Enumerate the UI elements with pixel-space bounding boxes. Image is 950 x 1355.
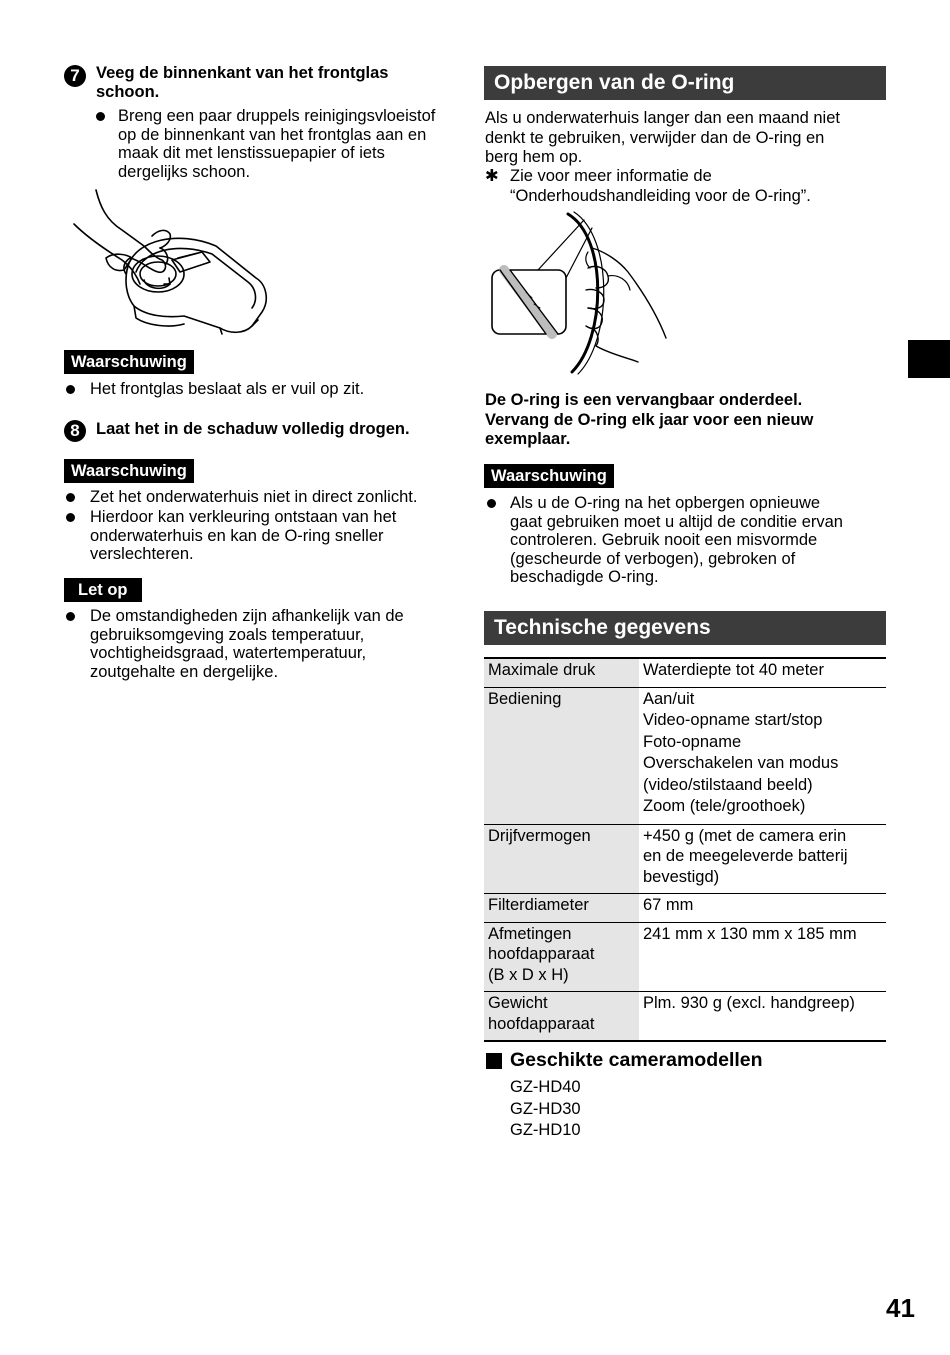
warning-1-item [64, 380, 490, 399]
bullet-line: verslechteren. [90, 545, 194, 563]
step-8-title: Laat het in de schaduw volledig drogen. [96, 420, 410, 438]
oring-replacement-note [485, 391, 887, 450]
spec-value-line: (video/stilstaand beeld) [643, 775, 813, 794]
bullet-line: dergelijks schoon. [118, 162, 251, 181]
spec-value-line: Plm. 930 g (excl. handgreep) [643, 994, 855, 1012]
text-line: Zie voor meer informatie de [510, 167, 712, 185]
text-line: berg hem op. [485, 148, 583, 166]
bullet-line: Breng een paar druppels reinigingsvloeistof [118, 107, 436, 125]
models-heading-text: Geschikte cameramodellen [510, 1049, 763, 1071]
warning-2-item-2 [64, 508, 490, 564]
oring-intro [485, 109, 887, 168]
spec-key-line: Afmetingen [488, 924, 572, 943]
bullet-line: zoutgehalte en dergelijke. [90, 662, 279, 681]
spec-key [484, 824, 639, 894]
spec-key-line: Filterdiameter [488, 896, 589, 914]
spec-key-line: Maximale druk [488, 661, 596, 679]
warning-label: Waarschuwing [64, 459, 194, 483]
note [64, 578, 142, 602]
warning-3 [484, 464, 614, 488]
bullet-line: op de binnenkant van het frontglas aan en [118, 125, 427, 144]
spec-key [484, 992, 639, 1042]
spec-value-line: Foto-opname [643, 732, 742, 751]
text-line: Als u onderwaterhuis langer dan een maand niet [485, 109, 840, 127]
spec-key-line: Drijfvermogen [488, 826, 591, 845]
bullet-line: Hierdoor kan verkleuring ontstaan van het [90, 508, 397, 526]
warning-2 [64, 459, 194, 483]
spec-value-line: +450 g (met de camera erin [643, 826, 847, 845]
spec-value-line: Aan/uit [643, 689, 695, 708]
spec-key-line: (B x D x H) [488, 965, 569, 984]
text-line: “Onderhoudshandleiding voor de O-ring”. [510, 186, 811, 205]
spec-row [484, 658, 886, 687]
spec-key [484, 922, 639, 992]
spec-value [639, 922, 886, 992]
page-number: 41 [886, 1293, 915, 1323]
section-heading-oring: Opbergen van de O-ring [484, 66, 886, 100]
spec-key-line: Bediening [488, 689, 562, 708]
bullet-line: Zet het onderwaterhuis niet in direct zonlicht. [90, 488, 418, 506]
bullet-dot [66, 493, 75, 502]
bullet-line: De omstandigheden zijn afhankelijk van de [90, 607, 404, 625]
spec-value [639, 687, 886, 824]
spec-value-line: Video-opname start/stop [643, 711, 823, 729]
spec-row [484, 992, 886, 1042]
spec-value [639, 658, 886, 687]
section-heading-specs: Technische gegevens [484, 611, 886, 645]
bullet-dot [66, 612, 75, 621]
spec-row [484, 824, 886, 894]
bullet-line: maak dit met lenstissuepapier of iets [118, 144, 385, 162]
warning-label: Waarschuwing [64, 350, 194, 374]
spec-value-line: 67 mm [643, 896, 694, 914]
spec-value-line: Overschakelen van modus [643, 754, 839, 772]
bullet-dot [487, 499, 496, 508]
spec-key-line: hoofdapparaat [488, 945, 595, 963]
bullet-dot [96, 112, 105, 121]
warning-3-item [485, 494, 912, 587]
step-7-badge: 7 [64, 65, 86, 87]
spec-value-line: Waterdiepte tot 40 meter [643, 661, 824, 679]
bullet-line: onderwaterhuis en kan de O-ring sneller [90, 526, 384, 545]
spec-key-line: Gewicht [488, 994, 548, 1012]
spec-value-line: 241 mm x 130 mm x 185 mm [643, 924, 857, 943]
spec-value [639, 824, 886, 894]
spec-key [484, 658, 639, 687]
bullet-dot [66, 513, 75, 522]
models-list [510, 1077, 581, 1142]
models-heading [486, 1049, 763, 1072]
bullet-line: (gescheurde of verbogen), gebroken of [510, 549, 796, 568]
oring-hand-illustration [488, 208, 688, 378]
spec-row [484, 922, 886, 992]
bullet-line: gaat gebruiken moet u altijd de conditie ervan [510, 512, 843, 531]
square-bullet-icon [486, 1053, 502, 1069]
text-line: denkt te gebruiken, verwijder dan de O-ring en [485, 128, 825, 147]
bullet-line: Het frontglas beslaat als er vuil op zit. [90, 380, 365, 398]
warning-label: Waarschuwing [484, 464, 614, 488]
spec-value-line: en de meegeleverde batterij [643, 847, 848, 865]
bullet-dot [66, 385, 75, 394]
bullet-line: gebruiksomgeving zoals temperatuur, [90, 625, 365, 644]
housing-cleaning-illustration [66, 188, 276, 338]
spec-row [484, 894, 886, 923]
step-7-title [96, 64, 388, 102]
spec-key [484, 894, 639, 923]
bullet-line: controleren. Gebruik nooit een misvormde [510, 531, 818, 549]
text-line: exemplaar. [485, 430, 571, 448]
oring-reference [510, 167, 886, 206]
reference-star-icon: ✱ [485, 167, 499, 185]
specs-table [484, 657, 886, 1042]
step-7-title-line: Veeg de binnenkant van het frontglas [96, 64, 389, 82]
step-7-title-line: schoon. [96, 83, 160, 101]
bullet-line: vochtigheidsgraad, watertemperatuur, [90, 644, 367, 662]
chapter-side-tab [908, 340, 950, 378]
note-label: Let op [64, 578, 142, 602]
step-7-bullet [96, 107, 488, 181]
step-8-badge: 8 [64, 420, 86, 442]
spec-value-line: bevestigd) [643, 867, 720, 886]
text-line: De O-ring is een vervangbaar onderdeel. [485, 391, 803, 409]
note-item [64, 607, 490, 681]
spec-row [484, 687, 886, 824]
spec-key [484, 687, 639, 824]
bullet-line: Als u de O-ring na het opbergen opnieuwe [510, 494, 821, 512]
warning-1 [64, 350, 194, 374]
model-item: GZ-HD40 [510, 1078, 581, 1096]
spec-value [639, 992, 886, 1042]
model-item: GZ-HD30 [510, 1099, 581, 1118]
warning-2-item-1 [64, 488, 490, 507]
spec-key-line: hoofdapparaat [488, 1014, 595, 1033]
spec-value-line: Zoom (tele/groothoek) [643, 797, 806, 815]
text-line: Vervang de O-ring elk jaar voor een nieuw [485, 410, 814, 429]
bullet-line: beschadigde O-ring. [510, 568, 659, 586]
model-item: GZ-HD10 [510, 1121, 581, 1139]
spec-value [639, 894, 886, 923]
